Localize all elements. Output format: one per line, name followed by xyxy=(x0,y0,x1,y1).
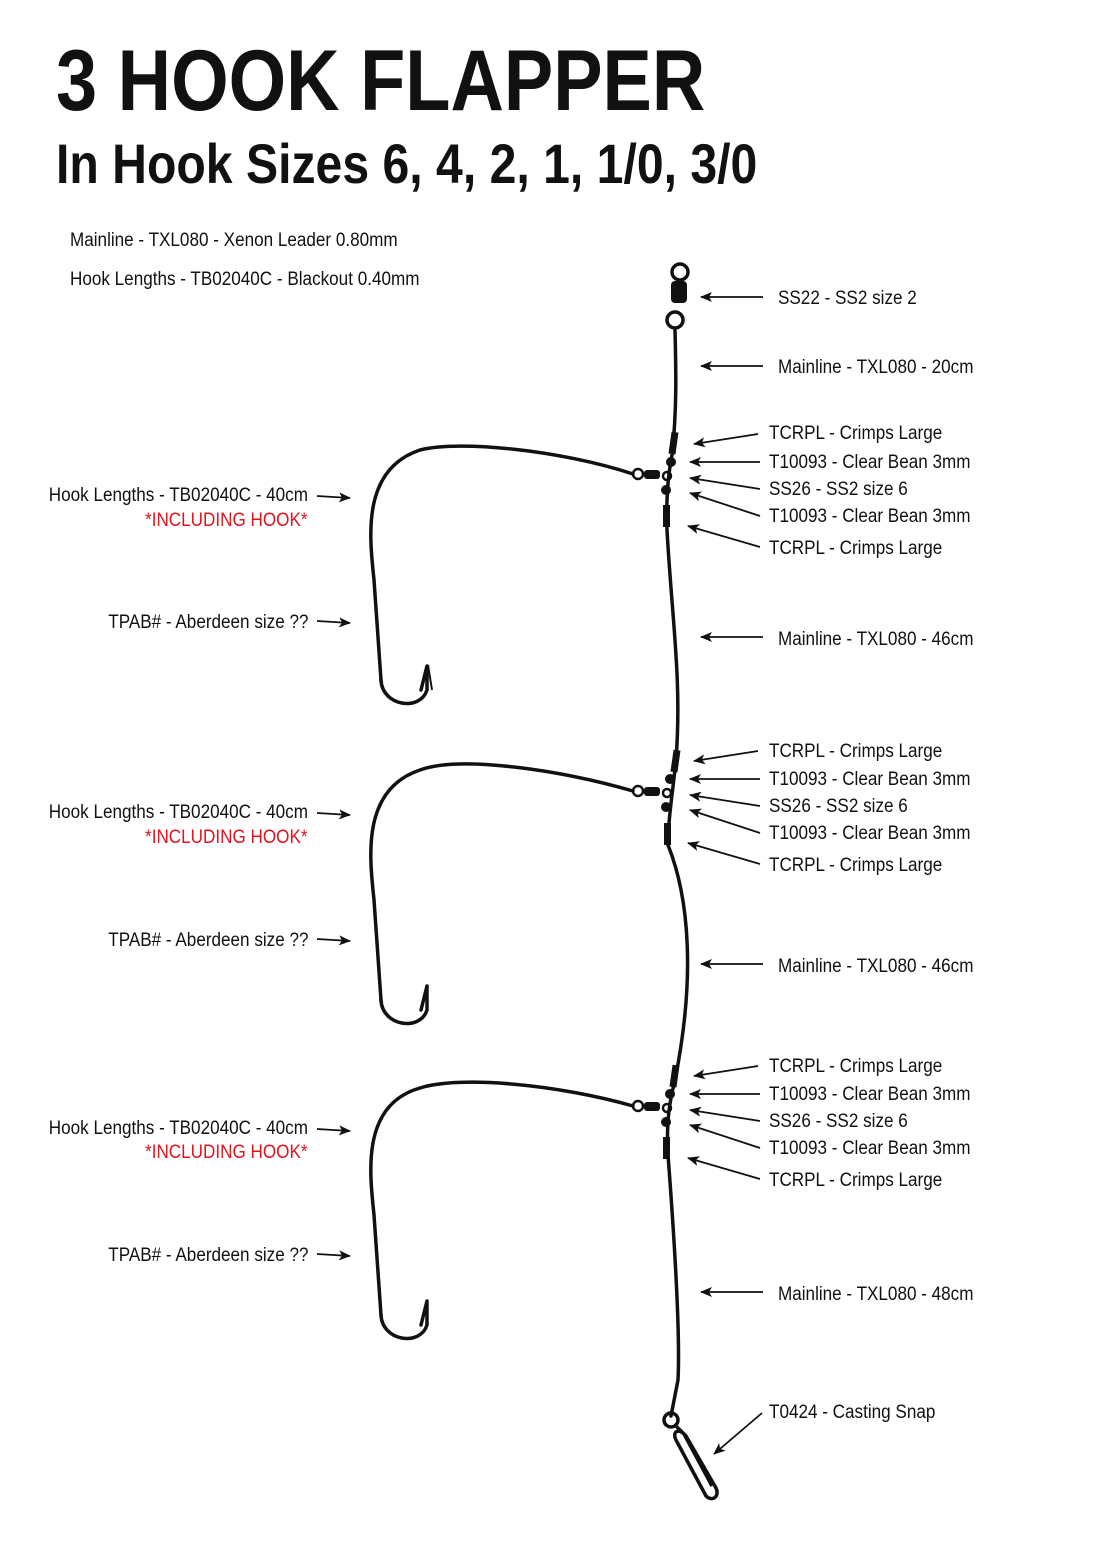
station-1 xyxy=(371,432,679,704)
swivel-ring-icon xyxy=(663,1104,671,1112)
hook-length-label-2: Hook Lengths - TB02040C - 40cm xyxy=(48,802,308,823)
crimp-icon xyxy=(670,750,680,773)
bead-icon xyxy=(661,485,671,495)
crimp-top-label-3: TCRPL - Crimps Large xyxy=(769,1056,943,1077)
bead-top-label-3: T10093 - Clear Bean 3mm xyxy=(769,1084,971,1105)
crimp-icon xyxy=(668,432,678,455)
hook-length-line xyxy=(371,1082,633,1315)
crimp-top-label-1: TCRPL - Crimps Large xyxy=(769,423,943,444)
casting-snap-icon xyxy=(664,1413,717,1499)
mainline-label-3: Mainline - TXL080 - 48cm xyxy=(778,1284,974,1305)
hook-icon xyxy=(381,986,427,1023)
hook-label-1: TPAB# - Aberdeen size ?? xyxy=(107,612,308,633)
crimp-icon xyxy=(669,1065,679,1088)
bead-bottom-label-2: T10093 - Clear Bean 3mm xyxy=(769,823,971,844)
hook-length-label-3: Hook Lengths - TB02040C - 40cm xyxy=(48,1118,308,1139)
hook-icon xyxy=(381,1301,427,1338)
hook-length-line xyxy=(371,446,633,680)
crimp-icon xyxy=(663,1137,670,1159)
crimp-bottom-label-3: TCRPL - Crimps Large xyxy=(769,1170,943,1191)
page-subtitle: In Hook Sizes 6, 4, 2, 1, 1/0, 3/0 xyxy=(56,132,758,195)
swivel-label-3: SS26 - SS2 size 6 xyxy=(769,1111,908,1132)
crimp-bottom-label-2: TCRPL - Crimps Large xyxy=(769,855,943,876)
including-hook-note-2: *INCLUDING HOOK* xyxy=(145,827,308,848)
hooklength-spec: Hook Lengths - TB02040C - Blackout 0.40mm xyxy=(70,269,420,290)
bead-icon xyxy=(665,774,675,784)
left-arrows xyxy=(317,496,350,1256)
including-hook-note-3: *INCLUDING HOOK* xyxy=(145,1142,308,1163)
bead-top-label-1: T10093 - Clear Bean 3mm xyxy=(769,452,971,473)
casting-snap-label: T0424 - Casting Snap xyxy=(769,1402,936,1423)
hook-label-3: TPAB# - Aberdeen size ?? xyxy=(107,1245,308,1266)
crimp-top-label-2: TCRPL - Crimps Large xyxy=(769,741,943,762)
hook-label-2: TPAB# - Aberdeen size ?? xyxy=(107,930,308,951)
top-swivel-icon xyxy=(667,264,688,328)
bead-icon xyxy=(665,1089,675,1099)
hook-length-label-1: Hook Lengths - TB02040C - 40cm xyxy=(48,485,308,506)
swivel-label-2: SS26 - SS2 size 6 xyxy=(769,796,908,817)
bead-icon xyxy=(666,457,676,467)
hook-icon xyxy=(381,666,427,703)
bead-icon xyxy=(661,802,671,812)
swivel-ring-icon xyxy=(663,789,671,797)
top-mainline-label: Mainline - TXL080 - 20cm xyxy=(778,357,974,378)
right-arrows xyxy=(688,297,763,1454)
mainline-label-2: Mainline - TXL080 - 46cm xyxy=(778,956,974,977)
page-title: 3 HOOK FLAPPER xyxy=(56,33,706,129)
station-3 xyxy=(371,1065,680,1339)
crimp-bottom-label-1: TCRPL - Crimps Large xyxy=(769,538,943,559)
bead-icon xyxy=(661,1117,671,1127)
crimp-icon xyxy=(663,505,670,527)
hook-length-line xyxy=(371,764,633,1000)
including-hook-note-1: *INCLUDING HOOK* xyxy=(145,510,308,531)
mainline-spec: Mainline - TXL080 - Xenon Leader 0.80mm xyxy=(70,230,398,251)
station-2 xyxy=(371,750,681,1024)
bead-bottom-label-3: T10093 - Clear Bean 3mm xyxy=(769,1138,971,1159)
bead-top-label-2: T10093 - Clear Bean 3mm xyxy=(769,769,971,790)
crimp-icon xyxy=(664,823,671,845)
swivel-label-1: SS26 - SS2 size 6 xyxy=(769,479,908,500)
swivel-ring-icon xyxy=(663,472,671,480)
bead-bottom-label-1: T10093 - Clear Bean 3mm xyxy=(769,506,971,527)
mainline-label-1: Mainline - TXL080 - 46cm xyxy=(778,629,974,650)
top-swivel-label: SS22 - SS2 size 2 xyxy=(778,288,917,309)
